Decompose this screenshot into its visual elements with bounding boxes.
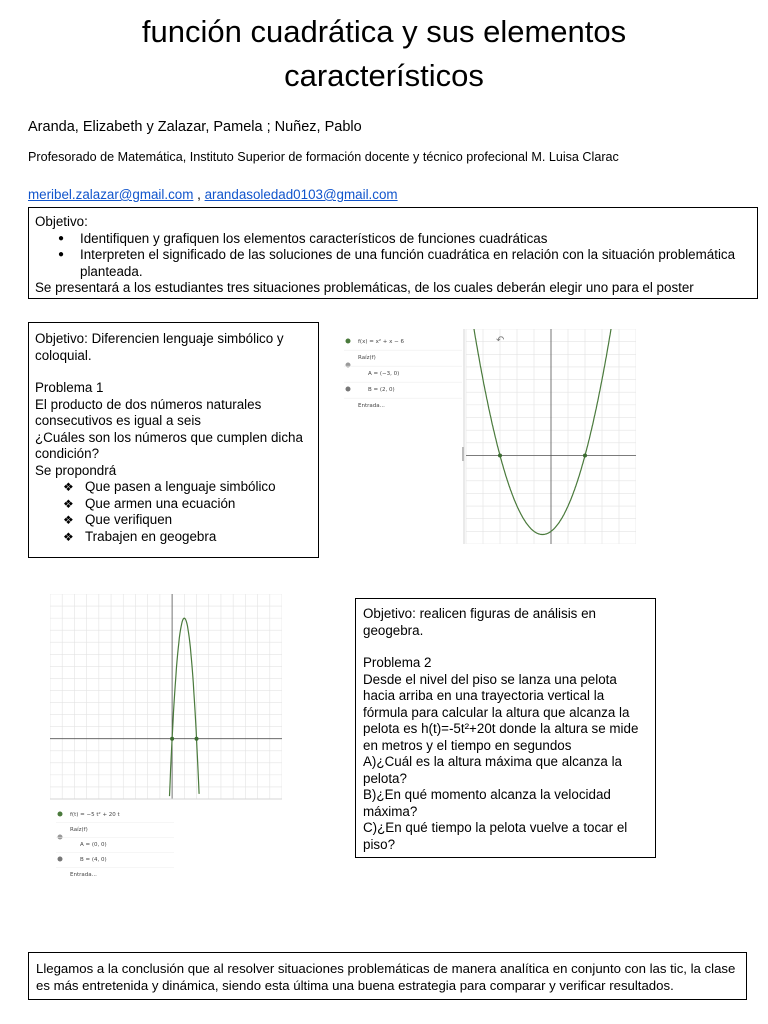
problem2-question-a: A)¿Cuál es la altura máxima que alcanza la pelota?: [363, 754, 623, 786]
list-item: ❖ Que pasen a lenguaje simbólico: [85, 479, 312, 496]
problem2-question-b: B)¿En qué momento alcanza la velocidad máxima?: [363, 787, 611, 819]
graph-grid: [50, 594, 282, 799]
algebra-row: B = (2, 0): [368, 387, 395, 393]
authors: Aranda, Elizabeth y Zalazar, Pamela ; Nuñez, Pablo: [28, 119, 362, 135]
emails: [28, 187, 398, 202]
graph-background: [50, 594, 282, 799]
geogebra-graph-1: [340, 329, 636, 544]
objective-footer: Se presentará a los estudiantes tres situaciones problemáticas, de los cuales deberán elegir uno para el poster: [35, 280, 694, 295]
visibility-toggle-icon: [58, 857, 63, 862]
visibility-toggle-icon: [346, 339, 351, 344]
algebra-panel: [340, 329, 464, 544]
algebra-row: f(t) = −5 t² + 20 t: [70, 812, 120, 818]
problem2-heading: Problema 2: [363, 655, 432, 670]
algebra-row: A = (−3, 0): [368, 371, 400, 377]
undo-icon[interactable]: ↶: [496, 335, 505, 346]
list-item: ❖ Que armen una ecuación: [85, 496, 312, 513]
algebra-row: f(x) = x² + x − 6: [358, 339, 405, 345]
algebra-row: B = (4, 0): [80, 857, 107, 863]
list-item: ● Identifiquen y grafiquen los elementos característicos de funciones cuadráticas: [80, 231, 751, 248]
problem1-statement: El producto de dos números naturales consecutivos es igual a seis: [35, 396, 262, 428]
problem2-statement: Desde el nivel del piso se lanza una pelota hacia arriba en una trayectoria vertical la fórmula para calcular la altura que alcanza la pelota es h(t)=-5t²+20t donde la altura se mide en metros y el tiempo en segundos: [363, 671, 639, 753]
page-title: [0, 10, 768, 98]
problem1-question: ¿Cuáles son los números que cumplen dicha condición?: [35, 429, 303, 461]
algebra-row: Entrada...: [70, 872, 97, 878]
title-line-1: función cuadrática y sus elementos: [141, 14, 627, 49]
algebra-row: A = (0, 0): [80, 842, 107, 848]
root-point: [583, 453, 587, 457]
algebra-row: Raíz(f): [358, 355, 376, 361]
root-point: [170, 737, 174, 741]
visibility-toggle-icon: [58, 812, 63, 817]
objective-list: [35, 231, 751, 281]
title-line-2: característicos: [284, 58, 484, 93]
visibility-toggle-icon: [58, 835, 63, 840]
root-point: [195, 737, 199, 741]
problem1-objective: Objetivo: Diferencien lenguaje simbólico y coloquial.: [35, 331, 284, 363]
visibility-toggle-icon: [346, 363, 351, 368]
geogebra-screenshot-1: [340, 329, 636, 544]
objective-heading: Objetivo:: [35, 214, 88, 229]
email-separator: ,: [193, 187, 205, 202]
algebra-row: Raíz(f): [70, 827, 88, 833]
geogebra-graph-2: [50, 594, 282, 890]
problem1-heading: Problema 1: [35, 380, 104, 395]
root-point: [498, 453, 502, 457]
panel-resize-handle[interactable]: [462, 447, 464, 461]
problem2-question-c: C)¿En qué tiempo la pelota vuelve a tocar el piso?: [363, 820, 628, 852]
problem2-objective: Objetivo: realicen figuras de análisis en geogebra.: [363, 606, 596, 638]
email-link-2[interactable]: arandasoledad0103@gmail.com: [204, 187, 398, 202]
conclusion-text: Llegamos a la conclusión que al resolver situaciones problemáticas de manera analítica en conjunto con las tic, la clase es más entretenida y dinámica, siendo esta última una buena estrategia para comparar y verificar resultados.: [36, 961, 736, 993]
problem1-intro: Se propondrá: [35, 462, 117, 478]
objective-box: [28, 207, 758, 299]
problem1-list: [35, 479, 312, 545]
list-item: ❖ Que verifiquen: [85, 512, 312, 529]
problem1-box: [28, 322, 319, 558]
email-link-1[interactable]: meribel.zalazar@gmail.com: [28, 187, 194, 202]
list-item: ● Interpreten el significado de las soluciones de una función cuadrática en relación con la situación problemática planteada.: [80, 247, 751, 280]
geogebra-screenshot-2: [50, 594, 282, 890]
algebra-row: Entrada...: [358, 403, 385, 409]
conclusion-box: [28, 952, 747, 1000]
list-item: ❖ Trabajen en geogebra: [85, 529, 312, 546]
institution: Profesorado de Matemática, Instituto Superior de formación docente y técnico profecional M. Luisa Clarac: [28, 150, 619, 164]
problem2-box: [355, 598, 656, 858]
visibility-toggle-icon: [346, 387, 351, 392]
